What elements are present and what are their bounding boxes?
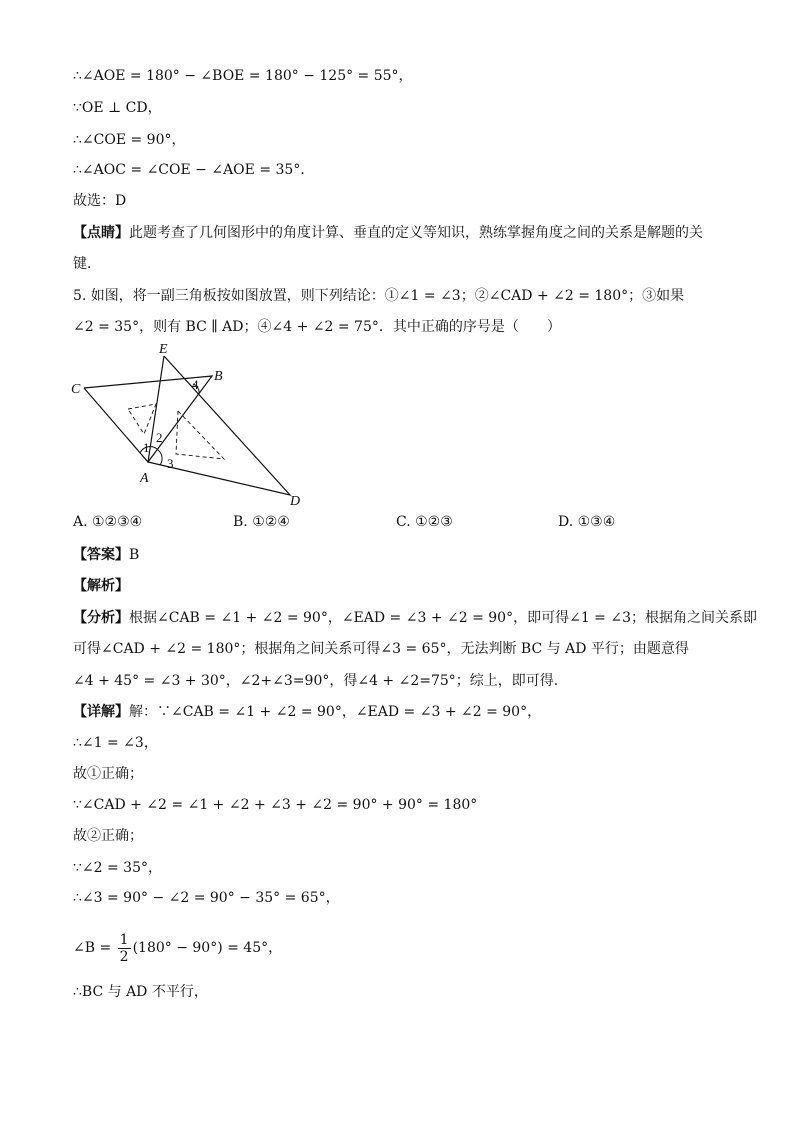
option-b: B. ①②④: [233, 514, 290, 530]
detail-line-2: ∴∠1 = ∠3，: [73, 735, 158, 751]
analysis-line-1: [73, 608, 757, 628]
angle-label-4: 4: [192, 377, 199, 392]
detail-line-3: 故①正确；: [73, 766, 143, 782]
detail-line-4: ∵∠CAD + ∠2 = ∠1 + ∠2 + ∠3 + ∠2 = 90° + 90° = 180°: [73, 797, 478, 813]
detail-tag: 【详解】: [73, 704, 129, 720]
question-line-2: ∠2 = 35°，则有 BC ∥ AD；④∠4 + ∠2 = 75°．其中正确的序号是（ ）: [73, 319, 561, 335]
question-line-1: 5. 如图，将一副三角板按如图放置，则下列结论：①∠1 = ∠3；②∠CAD + ∠2 = 180°；③如果: [73, 288, 685, 304]
comment-text: 此题考查了几何图形中的角度计算、垂直的定义等知识，熟练掌握角度之间的关系是解题的关: [129, 225, 703, 241]
angle-label-1: 1: [143, 440, 150, 455]
text-line: 故选：D: [73, 193, 127, 209]
dashed-triangle: [176, 411, 224, 459]
option-c: C. ①②③: [396, 514, 453, 530]
fraction-numerator: 1: [119, 931, 129, 948]
answer-line: [73, 545, 139, 565]
text-line: ∵OE ⊥ CD，: [73, 100, 162, 116]
detail-line-7: ∴∠3 = 90° − ∠2 = 90° − 35° = 65°，: [73, 890, 340, 906]
option-d: D. ①③④: [558, 514, 616, 530]
formula-suffix: (180° − 90°) = 45°，: [132, 940, 283, 956]
analysis-tag: 【分析】: [73, 610, 129, 626]
detail-line-1: [73, 702, 541, 722]
text-line: ∴∠AOE = 180° − ∠BOE = 180° − 125° = 55°，: [73, 68, 413, 84]
point-label-a: A: [140, 471, 149, 486]
comment-tag: 【点睛】: [73, 225, 129, 241]
formula-prefix: ∠B =: [73, 940, 112, 956]
point-label-c: C: [71, 382, 81, 397]
comment-line: [73, 223, 703, 243]
analysis-heading: 【解析】: [73, 578, 129, 594]
comment-line-2: 键．: [73, 256, 101, 272]
analysis-line-3: ∠4 + 45° = ∠3 + 30°，∠2+∠3=90°，得∠4 + ∠2=75°；综上，即可得．: [73, 673, 568, 689]
answer-tag: 【答案】: [73, 547, 129, 563]
angle-arc: [158, 450, 162, 465]
detail-line-8: [73, 930, 282, 966]
answer-value: B: [129, 547, 140, 563]
angle-label-3: 3: [167, 456, 174, 471]
point-label-d: D: [290, 494, 301, 509]
text-line: ∴∠COE = 90°，: [73, 132, 186, 148]
analysis-line-2: 可得∠CAD + ∠2 = 180°；根据角之间关系可得∠3 = 65°，无法判断 BC 与 AD 平行；由题意得: [73, 641, 689, 657]
triangle-figure: [66, 338, 316, 510]
detail-text: 解：∵∠CAB = ∠1 + ∠2 = 90°，∠EAD = ∠3 + ∠2 = 90°，: [129, 704, 542, 720]
point-label-e: E: [159, 342, 168, 357]
detail-line-6: ∵∠2 = 35°，: [73, 860, 162, 876]
dashed-triangle: [128, 404, 156, 434]
fraction-denominator: 2: [119, 948, 129, 965]
detail-line-5: 故②正确；: [73, 828, 143, 844]
detail-line-9: ∴BC 与 AD 不平行，: [73, 984, 208, 1000]
fraction-one-half: [118, 932, 131, 965]
point-label-b: B: [214, 369, 223, 384]
analysis-text: 根据∠CAB = ∠1 + ∠2 = 90°，∠EAD = ∠3 + ∠2 = 90°，即可得∠1 = ∠3；根据角之间关系即: [129, 610, 757, 626]
angle-label-2: 2: [156, 430, 163, 445]
option-a: A. ①②③④: [73, 514, 143, 530]
text-line: ∴∠AOC = ∠COE − ∠AOE = 35°．: [73, 162, 315, 178]
